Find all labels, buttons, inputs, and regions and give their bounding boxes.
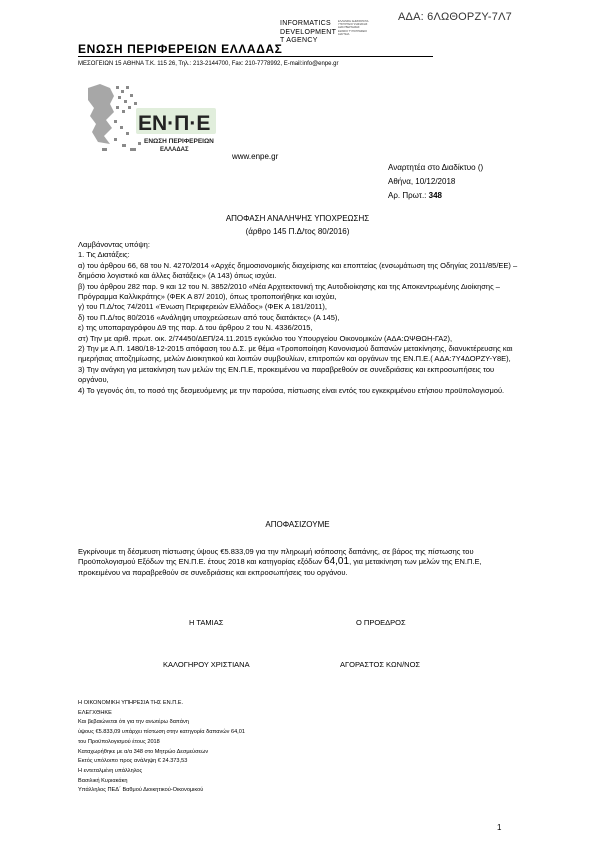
organization-address: ΜΕΣΟΓΕΙΩΝ 15 ΑΘΗΝΑ Τ.Κ. 115 26, Τηλ.: 213-2144700, Fax: 210-7778992, E-mail:info@enpe.gr <box>78 61 339 67</box>
logo-letters: ΕΝ·Π·Ε <box>138 112 211 135</box>
logo-subtitle-1: ΕΝΩΣΗ ΠΕΡΙΦΕΡΕΙΩΝ <box>144 138 214 145</box>
diavgeia-stamp <box>280 20 410 50</box>
protocol-number: Αρ. Πρωτ.: 348 <box>388 191 442 200</box>
posting-note: Αναρτητέα στο Διαδίκτυο () <box>388 163 484 172</box>
paragraph: α) του άρθρου 66, 68 του Ν. 4270/2014 «Αρχές δημοσιονομικής διαχείρισης και εποπτείας (ενσωμάτωση της Οδηγίας 2011/85/ΕΕ) – δημόσιο λογιστικό και άλλες διατάξεις» (Α 143) όπως ισχύει. <box>78 260 518 281</box>
document-subtitle: (άρθρο 145 Π.Δ/τος 80/2016) <box>245 227 350 236</box>
enpe-logo <box>84 80 224 158</box>
header-divider <box>78 56 433 57</box>
paragraph: γ) του Π.Δ/τος 74/2011 «Ένωση Περιφερειών Ελλάδος» (ΦΕΚ Α 181/2011), <box>78 302 327 312</box>
document-date: Αθήνα, 10/12/2018 <box>388 177 456 186</box>
expense-category-code: 64,01 <box>324 556 350 568</box>
paragraph: 4) Το γεγονός ότι, το ποσό της δεσμευόμενης με την παρούσα, πίστωσης είναι εντός του εγκεκριμένου ετήσιου προϋπολογισμού. <box>78 385 505 395</box>
paragraph: ε) της υποπαραγράφου Δ9 της παρ. Δ του άρθρου 2 του Ν. 4336/2015, <box>78 323 313 333</box>
paragraph: 1. Τις Διατάξεις: <box>78 250 130 260</box>
paragraph: β) του άρθρου 282 παρ. 9 και 12 του Ν. 3852/2010 «Νέα Αρχιτεκτονική της Αυτοδιοίκησης και της Αποκεντρωμένης Διοίκησης – Πρόγραμμα Καλλικράτης» (ΦΕΚ Α 87/ 2010), όπως τροποποιήθηκε και ισχύει, <box>78 281 500 302</box>
paragraph: 2) Την με Α.Π. 1480/18-12-2015 απόφαση του Δ.Σ. με θέμα «Τροποποίηση Κανονισμού δαπανών μετακίνησης, διανυκτέρευσης και ημερήσιας αποζημίωσης, μελών Διοικητικού και λοιπών συμβουλίων, επιτροπών και οργάνων της ΕΝ.Π.Ε.( ΑΔΑ:7Υ4ΔΟΡΖΥ-Υ8Ε), <box>78 344 513 364</box>
paragraph: Λαμβάνοντας υπόψη: <box>78 240 150 249</box>
decision-heading: ΑΠΟΦΑΣΙΖΟΥΜΕ <box>265 520 330 529</box>
document-meta <box>388 161 483 203</box>
diavgeia-stamp-small-text: ΕΛΛΗΝΙΚΗ ΔΗΜΟΚΡΑΤΙΑ ΥΠΟΥΡΓΕΙΟ ΨΗΦΙΑΚΗΣ ΔΙΑΚΥΒΕΡΝΗΣΗΣ ΕΘΝΙΚΟ ΤΥΠΟΓΡΑΦΕΙΟ ΔΙΑΥΓΕΙΑ <box>338 20 369 36</box>
considerations <box>78 240 518 396</box>
greece-map-icon <box>88 84 141 151</box>
paragraph: 3) Την ανάγκη για μετακίνηση των μελών της ΕΝ.Π.Ε, προκειμένου να παραβρεθούν σε συνεδριάσεις και εκπροσωπήσεις του οργάνου, <box>78 364 495 385</box>
logo-subtitle-2: ΕΛΛΑΔΑΣ <box>160 147 189 153</box>
document-title: ΑΠΟΦΑΣΗ ΑΝΑΛΗΨΗΣ ΥΠΟΧΡΕΩΣΗΣ <box>225 214 370 223</box>
treasurer-name: ΚΑΛΟΓΗΡΟΥ ΧΡΙΣΤΙΑΝΑ <box>163 660 250 669</box>
website-link[interactable]: www.enpe.gr <box>232 152 279 161</box>
treasurer-role: Η ΤΑΜΙΑΣ <box>189 618 224 627</box>
president-role: Ο ΠΡΟΕΔΡΟΣ <box>356 618 406 627</box>
ada-code: ΑΔΑ: 6ΛΩΘΟΡΖΥ-7Λ7 <box>398 11 512 23</box>
financial-service-note: Η ΟΙΚΟΝΟΜΙΚΗ ΥΠΗΡΕΣΙΑ ΤΗΣ ΕΝ.Π.Ε. ΕΛΕΓΧΘΗΚΕ Και βεβαιώνεται ότι για την ανωτέρω δαπάνη ύψους €5.833,09 υπάρχει πίστωση στην κατηγορία δαπανών 64,01 του Προϋπολογισμού έτους 2018 Καταχωρήθηκε με α/α 348 στο Μητρώο Δεσμεύσεων Εκτός υπόλοιπο προς ανάληψη € 24.373,53 Η εντεταλμένη υπάλληλος Βασιλική Κυριακάκη Υπάλληλος ΠΕΔ΄ Βαθμού Διοικητικού-Οικονομικού <box>78 700 245 794</box>
president-name: ΑΓΟΡΑΣΤΟΣ ΚΩΝ/ΝΟΣ <box>340 660 421 669</box>
organization-name: ΕΝΩΣΗ ΠΕΡΙΦΕΡΕΙΩΝ ΕΛΛΑΔΑΣ <box>78 42 283 56</box>
paragraph: στ) Την με αριθ. πρωτ. οικ. 2/74450/ΔΕΠ/24.11.2015 εγκύκλιο του Υπουργείου Οικονομικών (ΑΔΑ:ΩΨΘΩΗ-ΓΑ2), <box>78 333 453 343</box>
page-number: 1 <box>497 823 502 832</box>
diavgeia-stamp-text: INFORMATICS DEVELOPMENT T AGENCY <box>280 20 337 44</box>
paragraph: δ) του Π.Δ/τος 80/2016 «Ανάληψη υποχρεώσεων από τους διατάκτες» (Α 145), <box>78 312 340 322</box>
decision-text: Εγκρίνουμε τη δέσμευση πίστωσης ύψους €5.833,09 για την πληρωμή ισόποσης δαπάνης, σε βάρος της πίστωσης του Προϋπολογισμού Εξόδων της ΕΝ.Π.Ε. έτους 2018 και κατηγορίας εξόδων 64,01, για μετακίνηση των μελών της ΕΝ.Π.Ε, προκειμένου να παραβρεθούν σε συνεδριάσεις και εκπροσωπήσεις του οργάνου. <box>78 547 482 577</box>
